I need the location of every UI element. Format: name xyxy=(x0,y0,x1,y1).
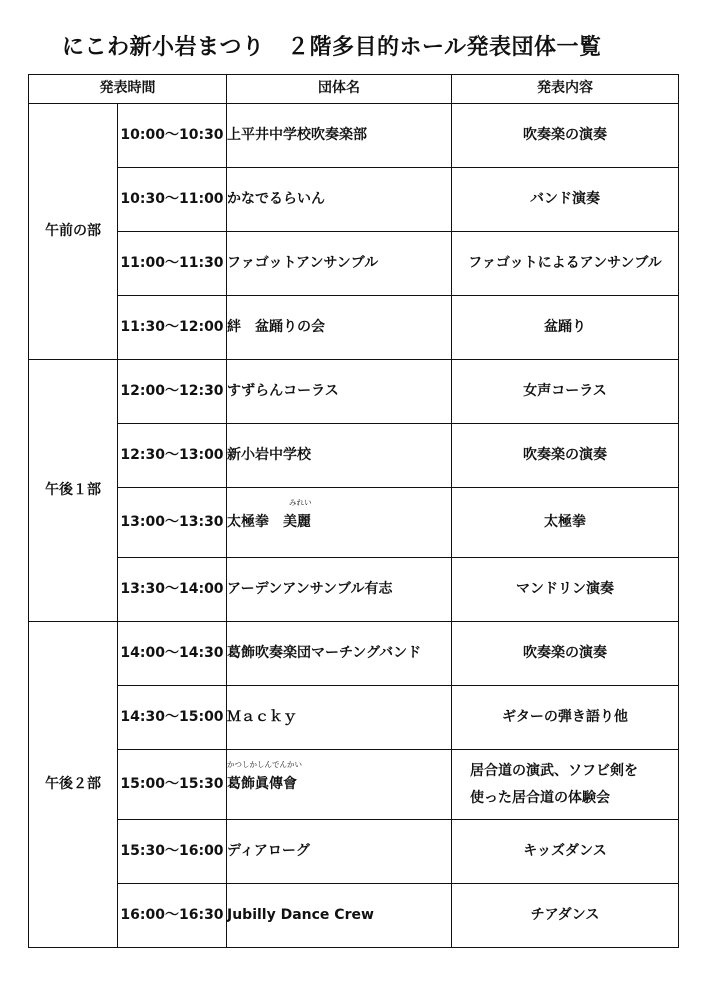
group-name-with-ruby xyxy=(227,759,302,794)
section-label-afternoon-1: 午後１部 xyxy=(29,360,118,622)
ruby-reading: みれい xyxy=(289,497,312,507)
ruby-reading: かつしかしんでんかい xyxy=(227,759,302,769)
content-line: 居合道の演武、ソフビ剣を xyxy=(470,762,638,779)
group-cell: 絆 盆踊りの会 xyxy=(227,296,452,360)
header-content: 発表内容 xyxy=(452,75,679,104)
content-cell: 吹奏楽の演奏 xyxy=(452,104,679,168)
table-row xyxy=(29,622,679,686)
section-label-morning: 午前の部 xyxy=(29,104,118,360)
group-name-with-ruby xyxy=(227,497,312,532)
content-cell xyxy=(452,750,679,820)
content-cell: 太極拳 xyxy=(452,488,679,558)
table-row xyxy=(29,558,679,622)
time-cell: 13:30～14:00 xyxy=(118,558,227,622)
table-row xyxy=(29,232,679,296)
group-cell: 葛飾吹奏楽団マーチングバンド xyxy=(227,622,452,686)
table-row xyxy=(29,686,679,750)
content-cell: ファゴットによるアンサンブル xyxy=(452,232,679,296)
time-cell: 16:00～16:30 xyxy=(118,884,227,948)
table-row xyxy=(29,424,679,488)
content-cell: マンドリン演奏 xyxy=(452,558,679,622)
group-cell: ディアローグ xyxy=(227,820,452,884)
header-group: 団体名 xyxy=(227,75,452,104)
group-cell: アーデンアンサンブル有志 xyxy=(227,558,452,622)
content-cell: チアダンス xyxy=(452,884,679,948)
page-title: にこわ新小岩まつり ２階多目的ホール発表団体一覧 xyxy=(62,35,602,60)
table-row xyxy=(29,488,679,558)
time-cell: 12:30～13:00 xyxy=(118,424,227,488)
table-row xyxy=(29,360,679,424)
table-row xyxy=(29,296,679,360)
header-row xyxy=(29,75,679,104)
table-row xyxy=(29,884,679,948)
time-cell: 10:00～10:30 xyxy=(118,104,227,168)
header-time: 発表時間 xyxy=(29,75,227,104)
group-name: 葛飾眞傳會 xyxy=(227,775,297,792)
time-cell: 12:00～12:30 xyxy=(118,360,227,424)
group-cell: かなでるらいん xyxy=(227,168,452,232)
content-cell: 吹奏楽の演奏 xyxy=(452,622,679,686)
time-cell: 10:30～11:00 xyxy=(118,168,227,232)
time-cell: 15:30～16:00 xyxy=(118,820,227,884)
group-cell: すずらんコーラス xyxy=(227,360,452,424)
section-label-afternoon-2: 午後２部 xyxy=(29,622,118,948)
time-cell: 13:00～13:30 xyxy=(118,488,227,558)
content-cell: 盆踊り xyxy=(452,296,679,360)
table-row xyxy=(29,168,679,232)
group-cell: 上平井中学校吹奏楽部 xyxy=(227,104,452,168)
group-cell: 新小岩中学校 xyxy=(227,424,452,488)
time-cell: 11:30～12:00 xyxy=(118,296,227,360)
content-cell: 吹奏楽の演奏 xyxy=(452,424,679,488)
time-cell: 11:00～11:30 xyxy=(118,232,227,296)
group-cell xyxy=(227,488,452,558)
group-cell xyxy=(227,750,452,820)
content-cell: キッズダンス xyxy=(452,820,679,884)
content-cell: 女声コーラス xyxy=(452,360,679,424)
table-row xyxy=(29,104,679,168)
content-cell: ギターの弾き語り他 xyxy=(452,686,679,750)
time-cell: 14:30～15:00 xyxy=(118,686,227,750)
group-cell: ファゴットアンサンブル xyxy=(227,232,452,296)
table-row xyxy=(29,820,679,884)
table-row xyxy=(29,750,679,820)
time-cell: 15:00～15:30 xyxy=(118,750,227,820)
content-line: 使った居合道の体験会 xyxy=(470,789,610,806)
group-cell: Jubilly Dance Crew xyxy=(227,884,452,948)
time-cell: 14:00～14:30 xyxy=(118,622,227,686)
group-name: 太極拳 美麗 xyxy=(227,513,311,530)
schedule-table xyxy=(28,74,679,948)
content-cell: バンド演奏 xyxy=(452,168,679,232)
group-cell: Ｍａｃｋｙ xyxy=(227,686,452,750)
